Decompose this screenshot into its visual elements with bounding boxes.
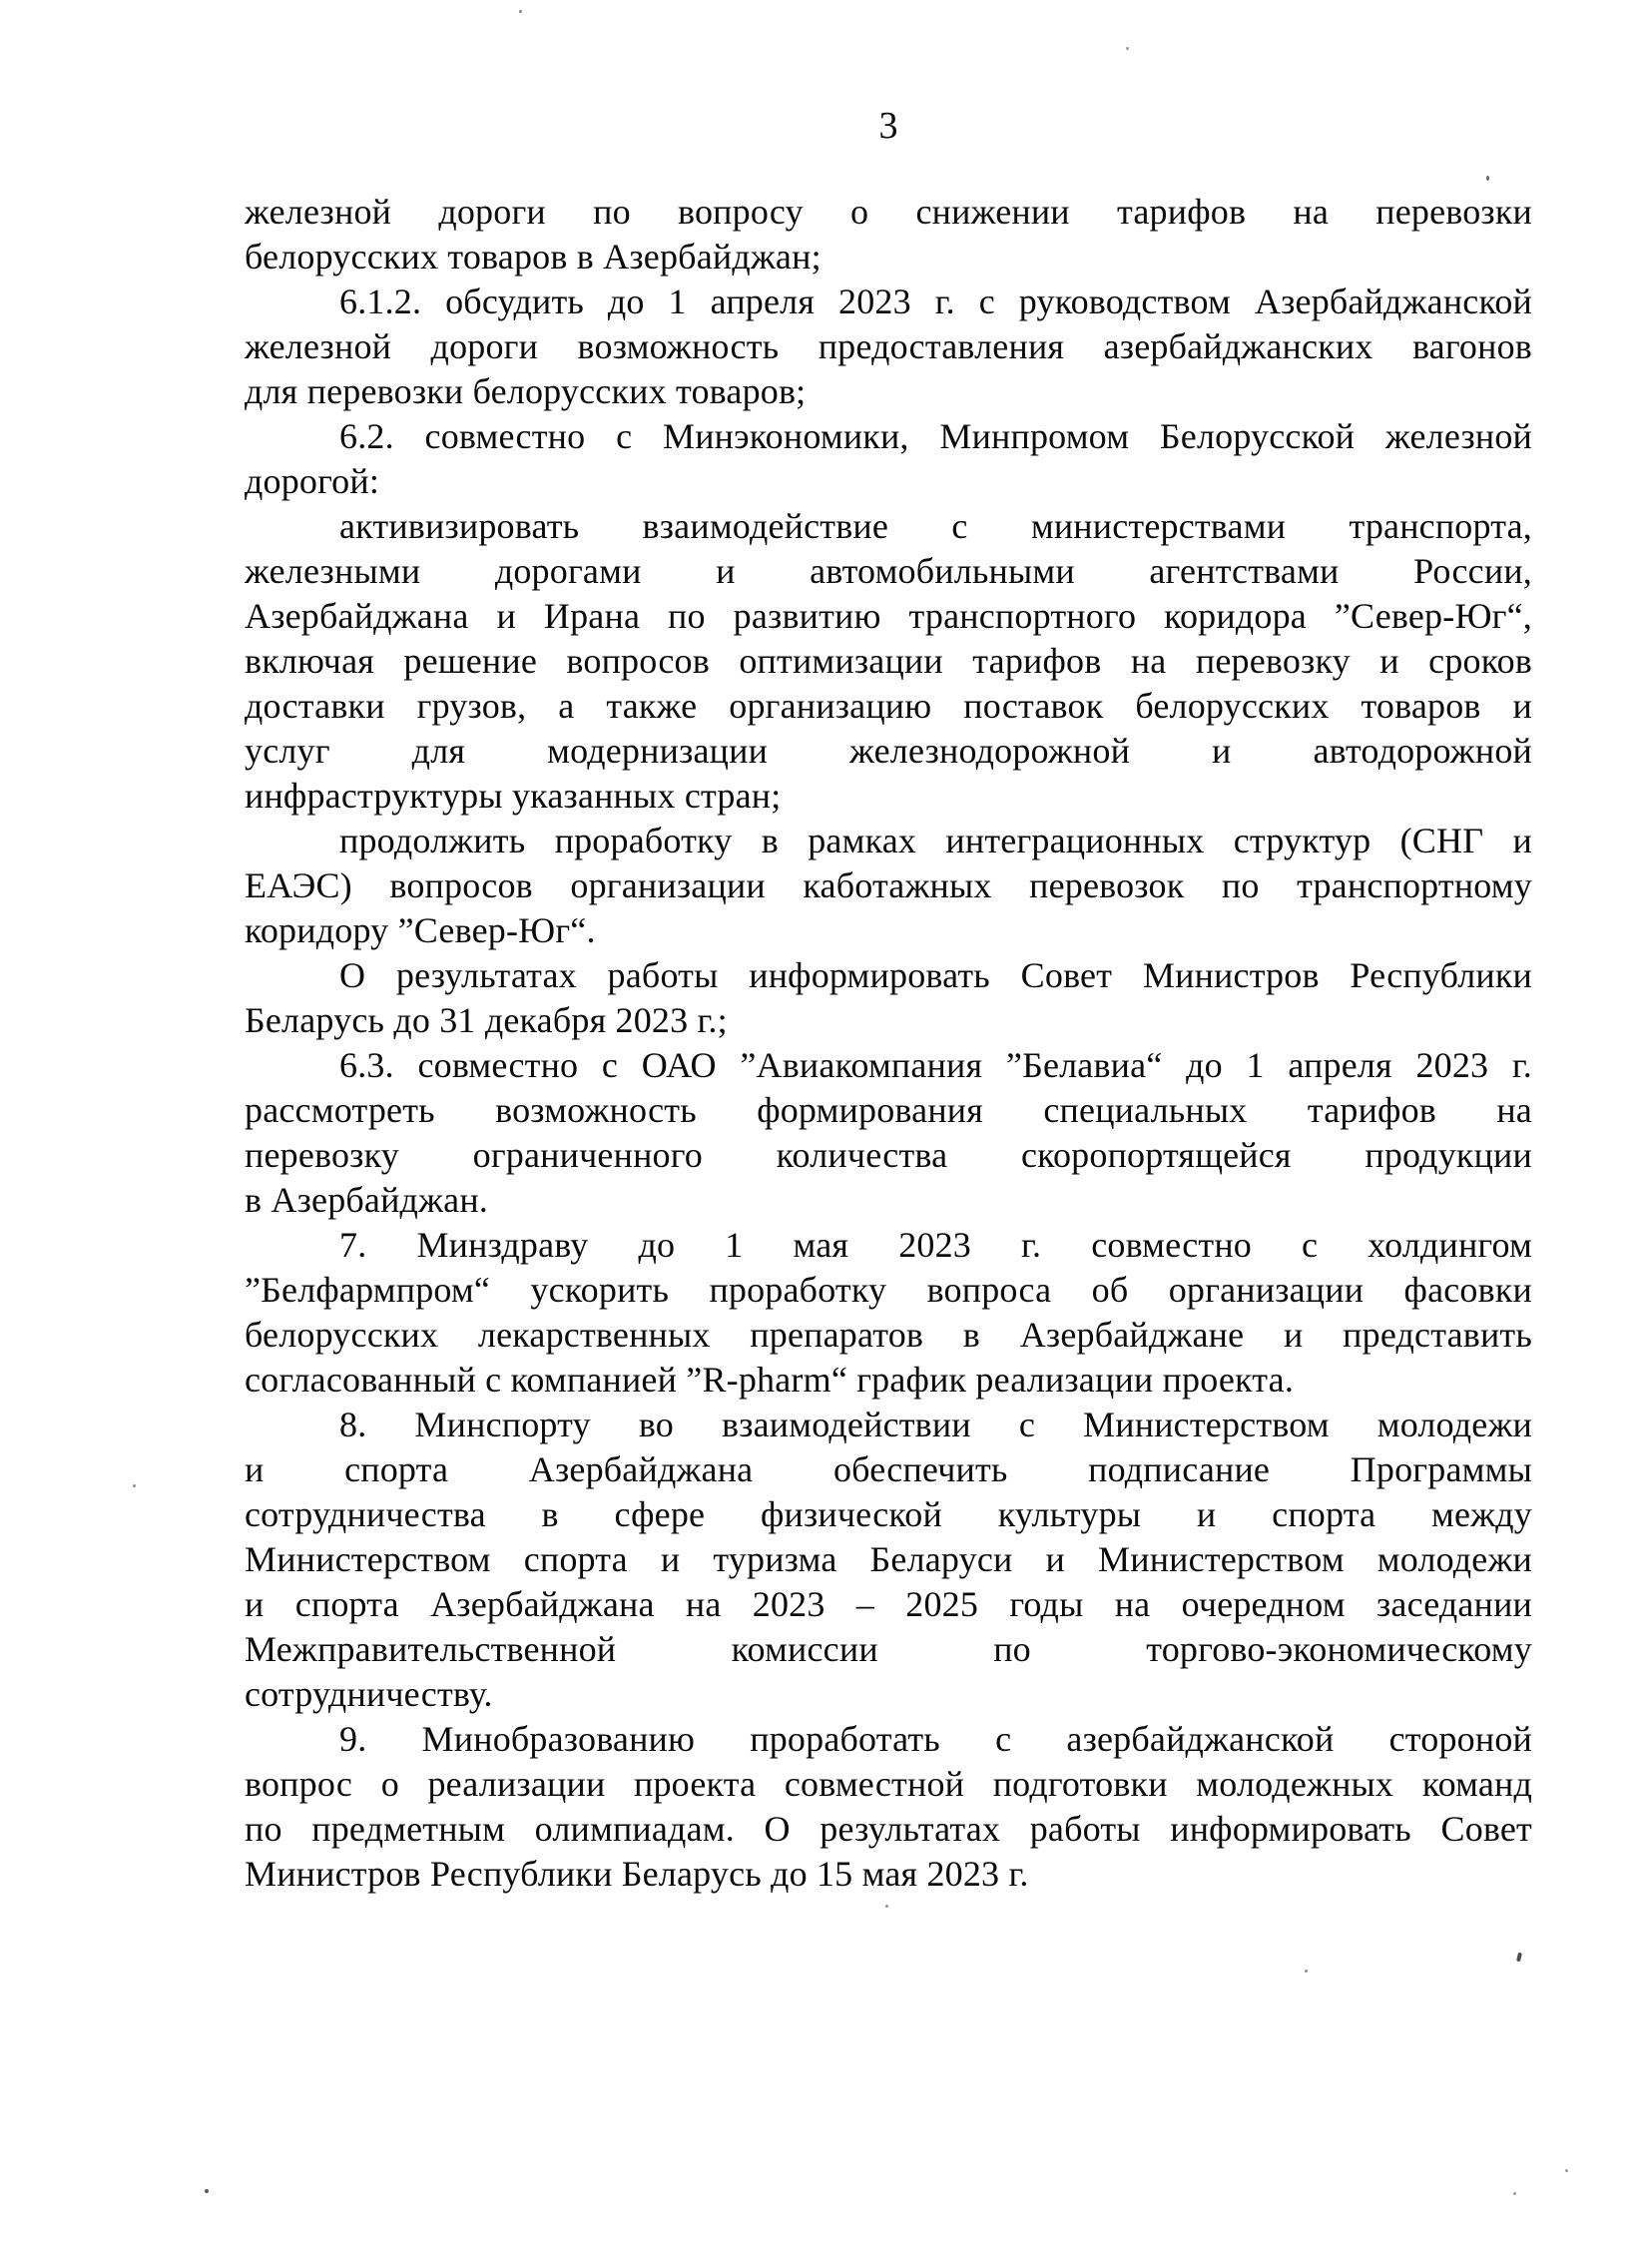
text-line: белорусских лекарственных препаратов в Азербайджане и представить xyxy=(245,1315,1532,1355)
page-number: 3 xyxy=(878,105,898,147)
text-line: железными дорогами и автомобильными агентствами России, xyxy=(245,551,1532,591)
text-line: продолжить проработку в рамках интеграционных структур (СНГ и xyxy=(339,821,1532,860)
text-line: 7. Минздраву до 1 мая 2023 г. совместно с холдингом xyxy=(339,1225,1532,1265)
text-line: 6.1.2. обсудить до 1 апреля 2023 г. с руководством Азербайджанской xyxy=(339,282,1532,321)
text-line: сотрудничества в сфере физической культуры и спорта между xyxy=(245,1494,1532,1534)
text-line: Министерством спорта и туризма Беларуси и Министерством молодежи xyxy=(245,1539,1532,1579)
text-line: инфраструктуры указанных стран; xyxy=(245,776,782,816)
scan-speck xyxy=(1516,1953,1522,1963)
text-line: 9. Минобразованию проработать с азербайджанской стороной xyxy=(339,1719,1532,1759)
document-body xyxy=(245,190,1532,1897)
text-line: железной дороги возможность предоставления азербайджанских вагонов xyxy=(245,326,1532,366)
text-line: доставки грузов, а также организацию поставок белорусских товаров и xyxy=(245,686,1532,726)
text-line: Азербайджана и Ирана по развитию транспортного коридора ”Север-Юг“, xyxy=(245,596,1532,636)
text-line: перевозку ограниченного количества скоропортящейся продукции xyxy=(245,1135,1532,1175)
text-line: ”Белфармпром“ ускорить проработку вопроса об организации фасовки xyxy=(245,1270,1532,1310)
text-line: Министров Республики Беларусь до 15 мая 2023 г. xyxy=(245,1854,1029,1894)
scan-speck xyxy=(1126,47,1129,50)
scan-speck xyxy=(1486,176,1489,181)
scan-speck xyxy=(1305,1970,1308,1973)
text-line: согласованный с компанией ”R-pharm“ график реализации проекта. xyxy=(245,1360,1295,1400)
scan-speck xyxy=(133,1484,136,1487)
scan-speck xyxy=(205,2189,209,2193)
scan-speck xyxy=(1513,2192,1516,2195)
text-line: Беларусь до 31 декабря 2023 г.; xyxy=(245,1000,728,1040)
text-line: ЕАЭС) вопросов организации каботажных перевозок по транспортному xyxy=(245,865,1532,905)
text-line: рассмотреть возможность формирования специальных тарифов на xyxy=(245,1090,1532,1130)
text-line: Межправительственной комиссии по торгово-экономическому xyxy=(245,1629,1532,1669)
text-line: белорусских товаров в Азербайджан; xyxy=(245,237,822,277)
text-line: и спорта Азербайджана на 2023 – 2025 годы на очередном заседании xyxy=(245,1584,1532,1624)
text-line: 6.3. совместно с ОАО ”Авиакомпания ”Белавиа“ до 1 апреля 2023 г. xyxy=(339,1045,1532,1085)
text-line: дорогой: xyxy=(245,461,380,501)
scan-speck xyxy=(1565,2169,1568,2172)
text-line: активизировать взаимодействие с министерствами транспорта, xyxy=(339,506,1532,546)
text-line: услуг для модернизации железнодорожной и автодорожной xyxy=(245,731,1532,771)
text-line: включая решение вопросов оптимизации тарифов на перевозку и сроков xyxy=(245,641,1532,681)
text-line: для перевозки белорусских товаров; xyxy=(245,371,807,411)
text-line: в Азербайджан. xyxy=(245,1180,488,1220)
text-line: и спорта Азербайджана обеспечить подписание Программы xyxy=(245,1449,1532,1489)
text-line: О результатах работы информировать Совет Министров Республики xyxy=(339,955,1532,995)
text-line: 8. Минспорту во взаимодействии с Министерством молодежи xyxy=(339,1405,1532,1444)
scan-speck xyxy=(519,10,522,13)
text-line: железной дороги по вопросу о снижении тарифов на перевозки xyxy=(245,192,1532,232)
text-line: вопрос о реализации проекта совместной подготовки молодежных команд xyxy=(245,1764,1532,1804)
text-line: коридору ”Север-Юг“. xyxy=(245,910,596,950)
text-line: по предметным олимпиадам. О результатах работы информировать Совет xyxy=(245,1809,1532,1849)
scan-speck xyxy=(885,1905,888,1908)
text-line: сотрудничеству. xyxy=(245,1674,493,1714)
text-line: 6.2. совместно с Минэкономики, Минпромом Белорусской железной xyxy=(339,416,1532,456)
